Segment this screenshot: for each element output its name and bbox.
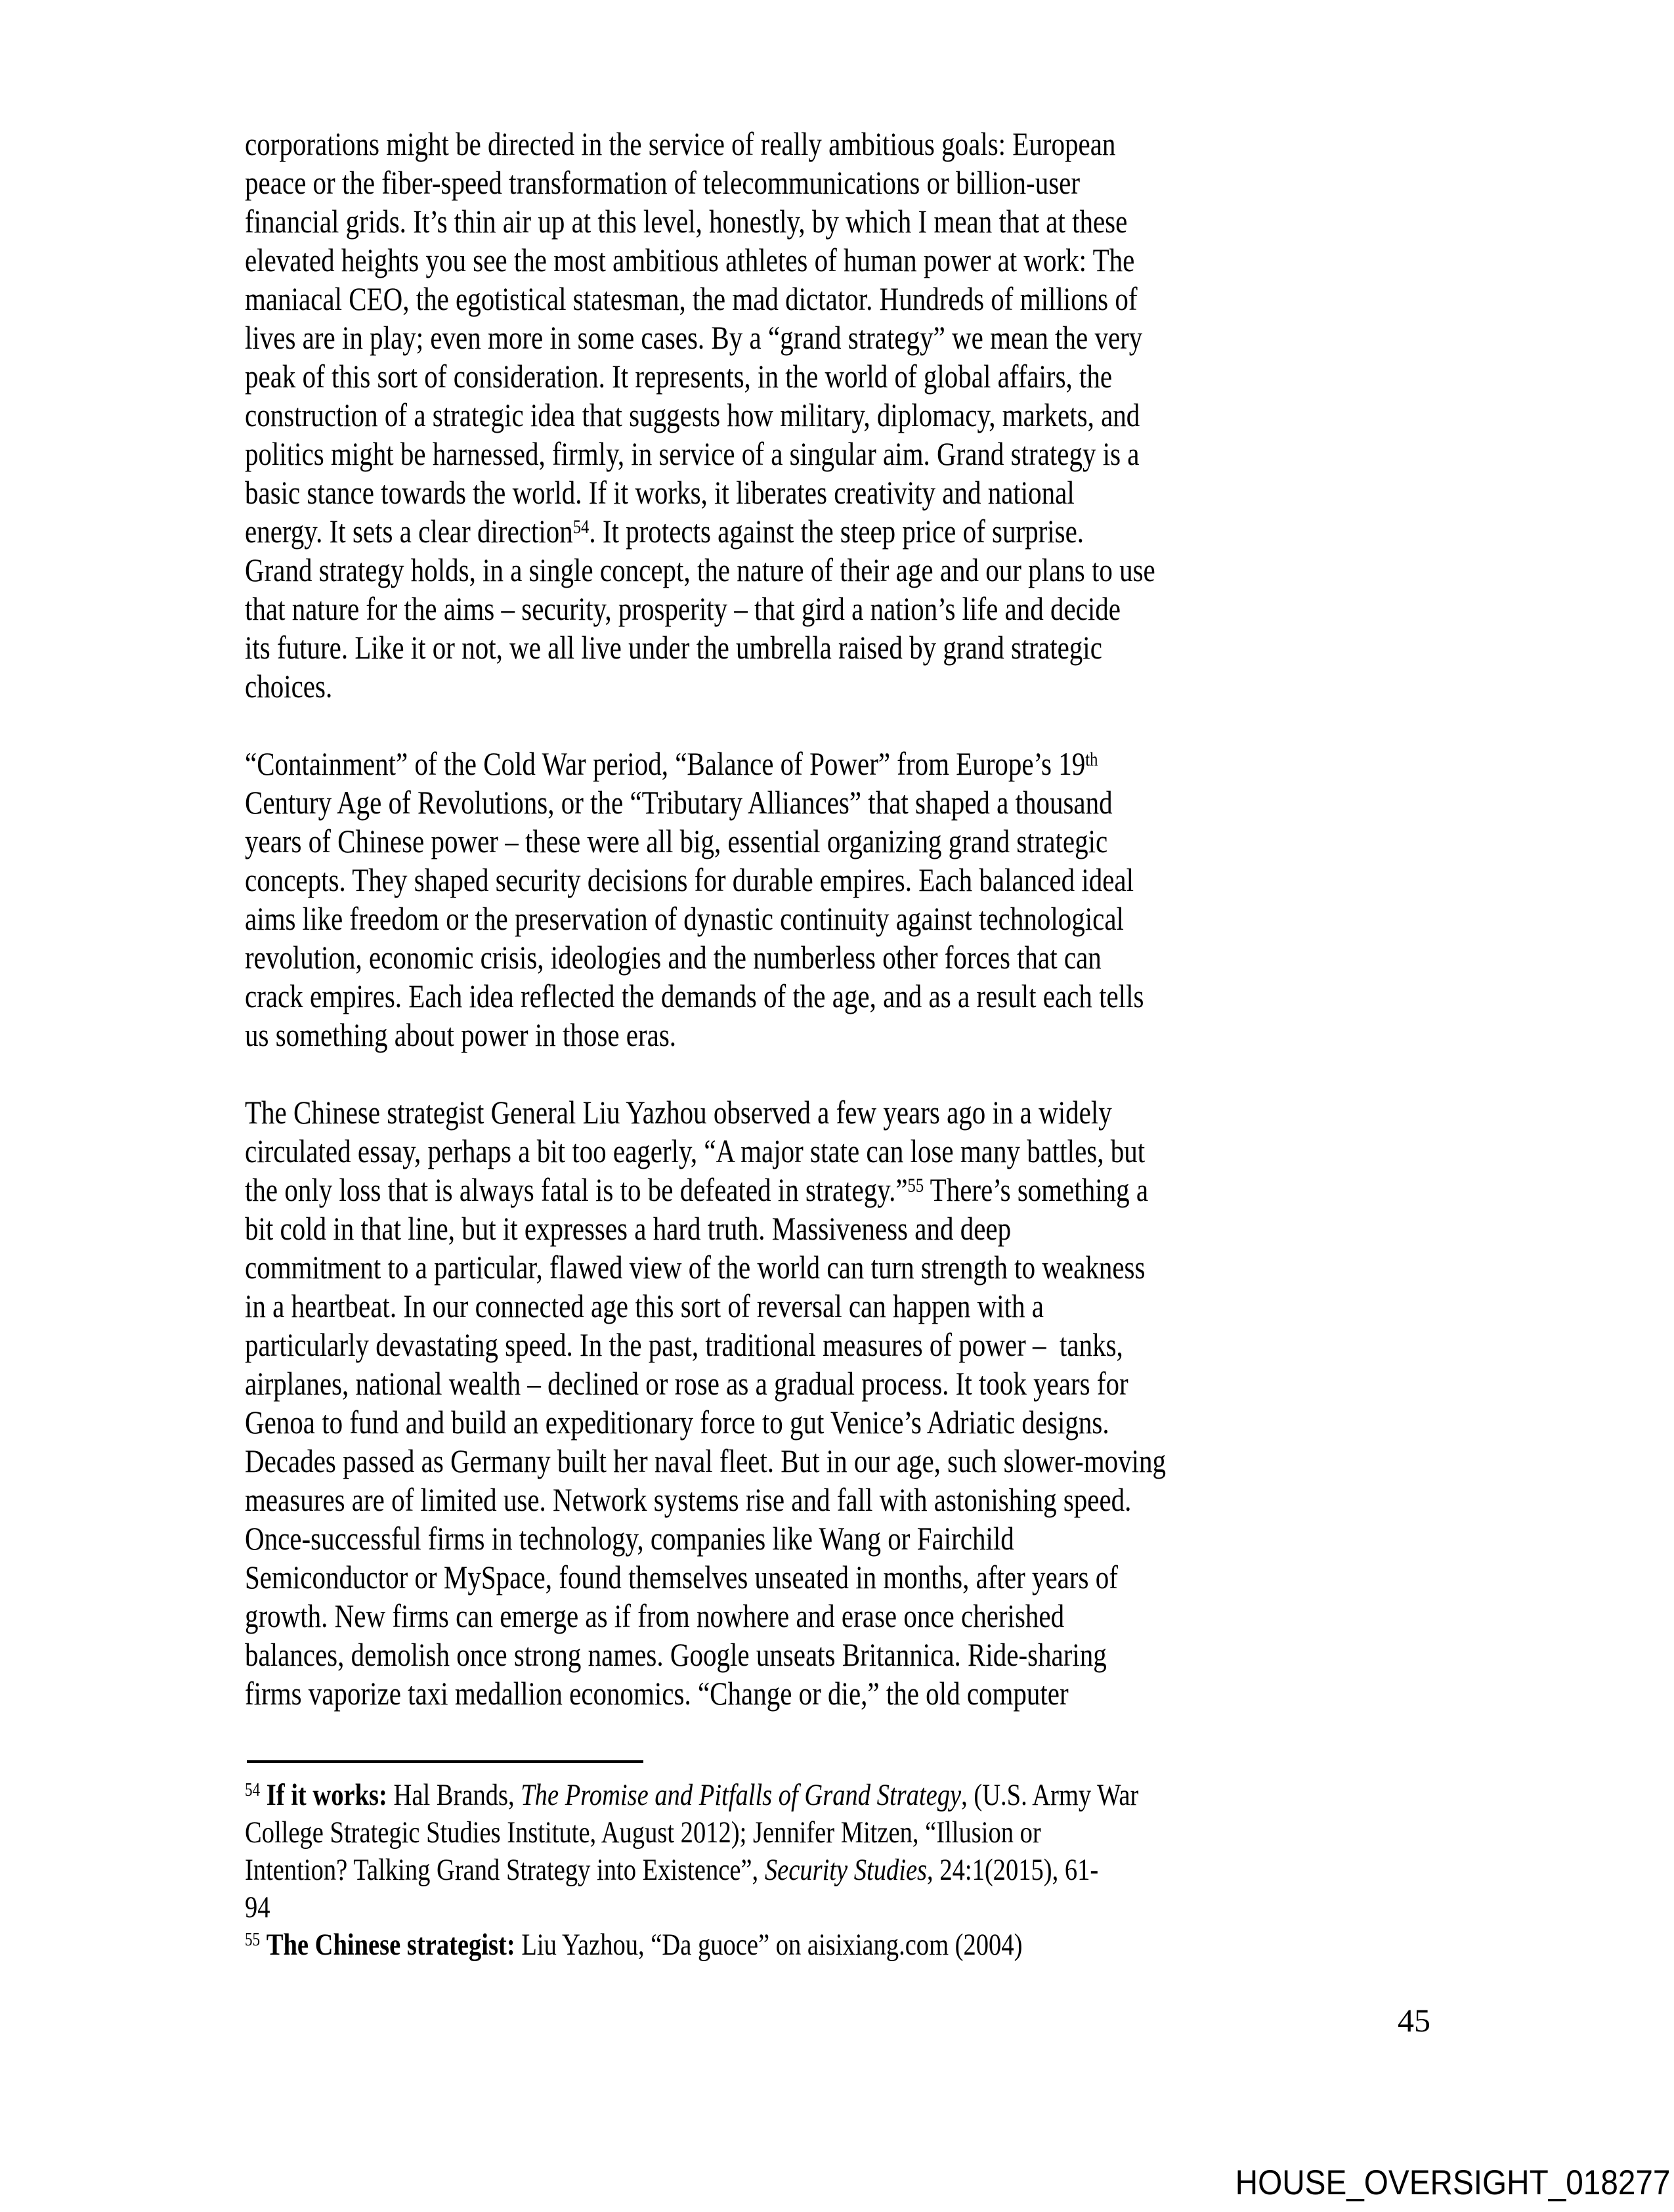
- text-line: $^{54}$ If it works: Hal Brands, The Promise and Pitfalls of Grand Strategy, (U.S. Army War: [245, 1778, 1139, 1812]
- text-line: energy. It sets a clear direction$^{54}$. It protects against the steep price of surprise.: [245, 513, 1084, 550]
- text-line: basic stance towards the world. If it works, it liberates creativity and national: [245, 474, 1075, 511]
- text-line: Decades passed as Germany built her naval fleet. But in our age, such slower-moving: [245, 1442, 1167, 1479]
- text-line: [245, 706, 1166, 745]
- text-line: peak of this sort of consideration. It represents, in the world of global affairs, the: [245, 358, 1113, 395]
- text-line: Semiconductor or MySpace, found themselves unseated in months, after years of: [245, 1559, 1118, 1595]
- text-line: choices.: [245, 668, 333, 705]
- text-line: revolution, economic crisis, ideologies and the numberless other forces that can: [245, 939, 1102, 976]
- text-line: [245, 1054, 1166, 1093]
- text-line: corporations might be directed in the service of really ambitious goals: European: [245, 125, 1116, 162]
- text-line: maniacal CEO, the egotistical statesman, the mad dictator. Hundreds of millions of: [245, 280, 1138, 317]
- text-line: construction of a strategic idea that suggests how military, diplomacy, markets, and: [245, 397, 1140, 433]
- text-line: firms vaporize taxi medallion economics. “Change or die,” the old computer: [245, 1675, 1069, 1712]
- text-line: Once-successful firms in technology, companies like Wang or Fairchild: [245, 1520, 1014, 1557]
- text-line: The Chinese strategist General Liu Yazhou observed a few years ago in a widely: [245, 1094, 1112, 1131]
- text-line: aims like freedom or the preservation of dynastic continuity against technological: [245, 900, 1124, 937]
- text-line: growth. New firms can emerge as if from nowhere and erase once cherished: [245, 1597, 1065, 1634]
- text-line: years of Chinese power – these were all big, essential organizing grand strategic: [245, 823, 1108, 859]
- text-line: 94: [245, 1890, 270, 1924]
- text-line: “Containment” of the Cold War period, “Balance of Power” from Europe’s 19th: [245, 745, 1098, 782]
- text-line: airplanes, national wealth – declined or rose as a gradual process. It took years for: [245, 1365, 1128, 1402]
- text-line: College Strategic Studies Institute, August 2012); Jennifer Mitzen, “Illusion or: [245, 1815, 1041, 1850]
- text-line: balances, demolish once strong names. Google unseats Britannica. Ride-sharing: [245, 1636, 1107, 1673]
- text-line: Genoa to fund and build an expeditionary force to gut Venice’s Adriatic designs.: [245, 1404, 1109, 1441]
- text-line: peace or the fiber-speed transformation of telecommunications or billion-user: [245, 164, 1081, 201]
- footnotes: [245, 1777, 1138, 1964]
- text-line: circulated essay, perhaps a bit too eagerly, “A major state can lose many battles, but: [245, 1133, 1146, 1169]
- page-number: 45: [1398, 2002, 1430, 2039]
- text-line: lives are in play; even more in some cases. By a “grand strategy” we mean the very: [245, 319, 1143, 356]
- text-line: concepts. They shaped security decisions for durable empires. Each balanced ideal: [245, 861, 1134, 898]
- text-line: bit cold in that line, but it expresses a hard truth. Massiveness and deep: [245, 1210, 1012, 1247]
- text-line: its future. Like it or not, we all live under the umbrella raised by grand strategic: [245, 629, 1102, 666]
- body-text: [245, 125, 1166, 1713]
- text-line: particularly devastating speed. In the past, traditional measures of power – tanks,: [245, 1326, 1123, 1363]
- text-line: that nature for the aims – security, prosperity – that gird a nation’s life and decide: [245, 590, 1121, 627]
- text-line: Grand strategy holds, in a single concept, the nature of their age and our plans to use: [245, 552, 1155, 588]
- text-line: elevated heights you see the most ambitious athletes of human power at work: The: [245, 242, 1135, 278]
- text-line: crack empires. Each idea reflected the demands of the age, and as a result each tells: [245, 978, 1144, 1014]
- text-line: politics might be harnessed, firmly, in service of a singular aim. Grand strategy is a: [245, 435, 1140, 472]
- text-line: $^{55}$ The Chinese strategist: Liu Yazhou, “Da guoce” on aisixiang.com (2004): [245, 1928, 1023, 1962]
- text-line: Intention? Talking Grand Strategy into Existence”, Security Studies, 24:1(2015), 61-: [245, 1853, 1099, 1887]
- text-line: in a heartbeat. In our connected age this sort of reversal can happen with a: [245, 1288, 1044, 1324]
- bates-stamp: HOUSE_OVERSIGHT_018277: [1235, 2163, 1670, 2202]
- text-line: the only loss that is always fatal is to be defeated in strategy.”$^{55}$ There’s something a: [245, 1171, 1149, 1208]
- footnote-separator: [247, 1760, 643, 1763]
- text-line: us something about power in those eras.: [245, 1016, 677, 1053]
- text-line: financial grids. It’s thin air up at this level, honestly, by which I mean that at these: [245, 203, 1128, 240]
- text-line: commitment to a particular, flawed view of the world can turn strength to weakness: [245, 1249, 1146, 1286]
- text-line: measures are of limited use. Network systems rise and fall with astonishing speed.: [245, 1481, 1132, 1518]
- text-line: Century Age of Revolutions, or the “Tributary Alliances” that shaped a thousand: [245, 784, 1113, 821]
